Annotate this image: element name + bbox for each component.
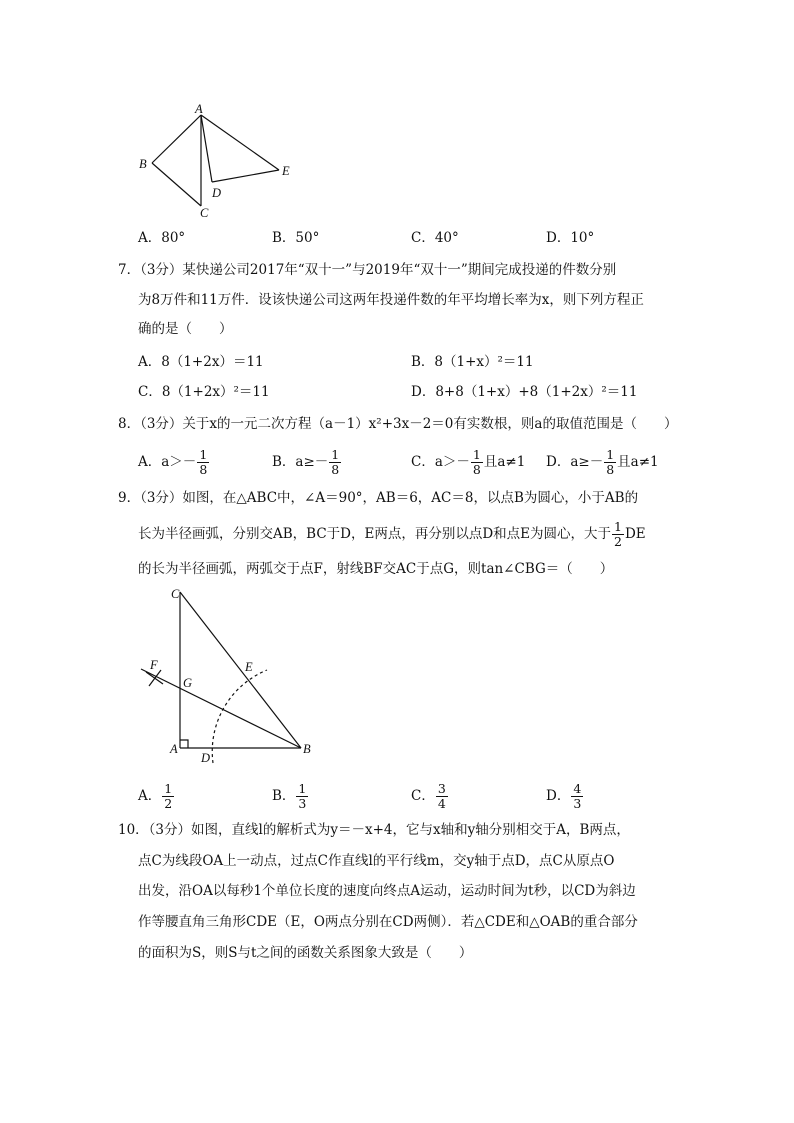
q9-stem-line1: 9．（3分）如图，在△ABC中，∠A＝90°，AB＝6，AC＝8，以点B为圆心，小于AB的 xyxy=(118,490,639,506)
q8-option-a-den: 8 xyxy=(199,462,208,477)
q8-option-b-num: 1 xyxy=(331,447,340,462)
q9-option-b-num: 1 xyxy=(298,781,307,796)
q9-option-d-fraction xyxy=(571,782,583,811)
q9-option-b-den: 3 xyxy=(298,796,307,811)
q9-option-a[interactable] xyxy=(138,782,175,811)
q9-option-b-fraction xyxy=(296,782,308,811)
q9-option-a-num: 1 xyxy=(164,781,173,796)
q9-option-a-den: 2 xyxy=(164,796,173,811)
q9-stem-den: 2 xyxy=(614,534,622,549)
segment-ae xyxy=(201,115,279,170)
q8-option-a-letter: A． xyxy=(138,454,162,470)
q8-option-d-pre: a≥－ xyxy=(570,454,604,470)
q8-option-c-fraction xyxy=(471,448,483,477)
q8-option-d-post: 且a≠1 xyxy=(617,454,659,470)
q9-option-d-letter: D． xyxy=(546,788,571,804)
q9-option-c-den: 4 xyxy=(437,796,446,811)
q9-option-a-letter: A． xyxy=(138,788,162,804)
q8-option-c[interactable] xyxy=(411,448,525,477)
q7-stem-line3: 确的是（ ） xyxy=(138,321,233,337)
q9-stem-line2-pre: 长为半径画弧，分别交AB，BC于D，E两点，再分别以点D和点E为圆心，大于 xyxy=(138,526,612,542)
q9-option-c[interactable] xyxy=(411,782,449,811)
q8-option-c-letter: C． xyxy=(411,454,435,470)
q8-option-b[interactable] xyxy=(272,448,342,477)
q8-option-a-num: 1 xyxy=(199,447,208,462)
q8-option-c-pre: a＞－ xyxy=(434,454,470,470)
segment-bc xyxy=(152,163,201,206)
q9-option-b-letter: B． xyxy=(272,788,296,804)
figure-q6 xyxy=(0,0,794,230)
q7-option-c[interactable]: C．8（1+2x）²＝11 xyxy=(138,384,270,400)
q9-option-d-den: 3 xyxy=(573,796,582,811)
q10-line5: 的面积为S，则S与t之间的函数关系图象大致是（ ） xyxy=(138,945,473,961)
q9-option-d-num: 4 xyxy=(573,781,582,796)
segment-cb xyxy=(180,592,301,748)
q9-option-a-fraction xyxy=(162,782,174,811)
q8-option-b-pre: a≥－ xyxy=(295,454,329,470)
q10-line3: 出发，沿OA以每秒1个单位长度的速度向终点A运动，运动时间为t秒，以CD为斜边 xyxy=(138,883,636,899)
q9-stem-line3: 的长为半径画弧，两弧交于点F，射线BF交AC于点G，则tan∠CBG＝（ ） xyxy=(138,561,614,577)
q9-stem-line2 xyxy=(138,520,646,549)
q9-stem-line2-post: DE xyxy=(624,526,646,542)
q8-option-c-den: 8 xyxy=(472,462,481,477)
segment-ad xyxy=(201,115,212,182)
q9-option-b[interactable] xyxy=(272,782,309,811)
q8-option-a-pre: a＞－ xyxy=(161,454,197,470)
q8-option-d-num: 1 xyxy=(606,447,615,462)
q7-option-a[interactable]: A．8（1+2x）＝11 xyxy=(138,354,264,370)
q6-option-a[interactable]: A．80° xyxy=(138,230,186,246)
q7-option-b[interactable]: B．8（1+x）²＝11 xyxy=(411,354,534,370)
label-e: E xyxy=(245,660,253,674)
label-d: D xyxy=(212,186,222,200)
q8-option-b-letter: B． xyxy=(272,454,296,470)
q7-stem-line2: 为8万件和11万件．设该快递公司这两年投递件数的年平均增长率为x，则下列方程正 xyxy=(138,292,644,308)
q10-line2: 点C为线段OA上一动点，过点C作直线l的平行线m，交y轴于点D，点C从原点O xyxy=(138,853,615,869)
label-g: G xyxy=(183,676,193,690)
q7-option-d[interactable]: D．8+8（1+x）+8（1+2x）²＝11 xyxy=(411,384,638,400)
label-e: E xyxy=(282,164,290,178)
q9-option-c-fraction xyxy=(436,782,448,811)
q9-stem-fraction xyxy=(612,520,624,549)
q6-option-b[interactable]: B．50° xyxy=(272,230,320,246)
q7-stem-line1: 7．（3分）某快递公司2017年“双十一”与2019年“双十一”期间完成投递的件数分别 xyxy=(118,262,617,278)
q9-option-c-letter: C． xyxy=(411,788,435,804)
q8-option-d[interactable] xyxy=(546,448,659,477)
q6-option-d[interactable]: D．10° xyxy=(546,230,595,246)
ray-bf xyxy=(141,669,301,748)
q6-option-c[interactable]: C．40° xyxy=(411,230,459,246)
q9-option-c-num: 3 xyxy=(437,781,446,796)
q8-option-b-den: 8 xyxy=(331,462,340,477)
label-c: C xyxy=(171,587,180,601)
q8-option-a[interactable] xyxy=(138,448,210,477)
q8-stem: 8．（3分）关于x的一元二次方程（a－1）x²+3x－2＝0有实数根，则a的取值范围是（ ） xyxy=(118,416,678,432)
q8-option-d-letter: D． xyxy=(546,454,571,470)
q8-option-d-den: 8 xyxy=(606,462,615,477)
label-b: B xyxy=(139,157,147,171)
figure-q9 xyxy=(0,580,794,780)
label-a: A xyxy=(195,102,203,116)
label-c: C xyxy=(200,206,209,220)
q10-line4: 作等腰直角三角形CDE（E，O两点分别在CD两侧）．若△CDE和△OAB的重合部分 xyxy=(138,914,638,930)
label-a: A xyxy=(170,742,178,756)
q10-line1: 10．（3分）如图，直线l的解析式为y＝－x+4，它与x轴和y轴分别相交于A，B两点， xyxy=(118,822,630,838)
q8-option-a-fraction xyxy=(197,448,209,477)
q8-option-c-num: 1 xyxy=(472,447,481,462)
q8-option-d-fraction xyxy=(604,448,616,477)
q8-option-c-post: 且a≠1 xyxy=(483,454,526,470)
q8-option-b-fraction xyxy=(329,448,341,477)
label-b: B xyxy=(303,742,311,756)
q9-option-d[interactable] xyxy=(546,782,584,811)
segment-ab xyxy=(152,115,201,163)
label-f: F xyxy=(150,658,158,672)
q9-stem-num: 1 xyxy=(614,519,622,534)
label-d: D xyxy=(201,751,211,765)
segment-de xyxy=(212,170,279,182)
right-angle-mark xyxy=(180,740,188,748)
arc-de xyxy=(212,670,267,763)
